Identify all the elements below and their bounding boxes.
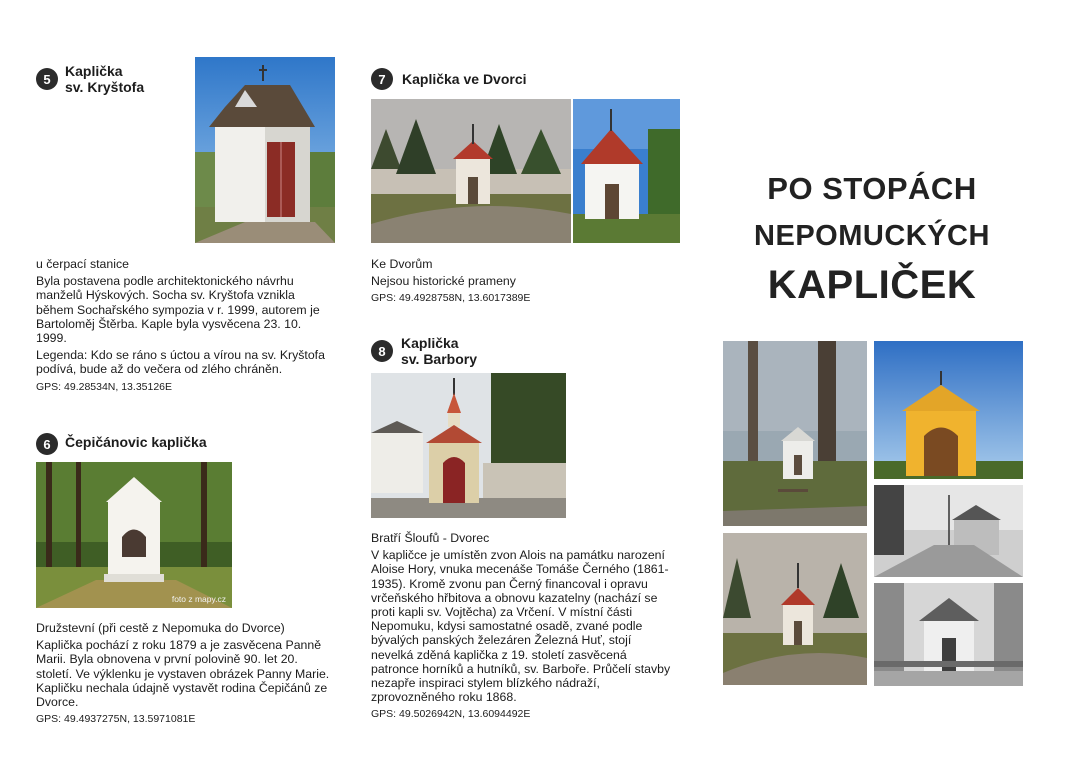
chapel-6-photo-credit: foto z mapy.cz xyxy=(171,594,226,604)
chapel-6-gps: GPS: 49.4937275N, 13.5971081E xyxy=(36,713,196,726)
chapel-6-description: Kaplička pochází z roku 1879 a je zasvěcena Panně Marii. Byla obnovena v první polovině 90. let 20. století. Ve výklenku je vystaven obrázek Panny Marie. Kapličku nechala údajně vystavět rodina Čepičánů ze Dvorce. xyxy=(36,638,330,710)
chapel-5-number-badge: 5 xyxy=(36,68,58,90)
chapel-5-legend: Legenda: Kdo se ráno s úctou a vírou na sv. Kryštofa podívá, bude až do večera od zlého chráněn. xyxy=(36,348,325,377)
chapel-5-description: Byla postavena podle architektonického návrhu manželů Hýskových. Socha sv. Kryštofa vznikla během Sochařského sympozia v r. 1999, autorem je Bartoloměj Štěrba. Kaple byla vysvěcena 23. 10. 1999. xyxy=(36,274,320,346)
chapel-6-location: Družstevní (při cestě z Nepomuka do Dvorce) xyxy=(36,621,285,635)
title-line-2: NEPOMUCKÝCH xyxy=(754,220,990,252)
chapel-7-description: Nejsou historické prameny xyxy=(371,274,516,289)
chapel-6-text xyxy=(36,621,336,729)
collage-painting-chapel-road xyxy=(723,533,867,685)
chapel-5-text xyxy=(36,257,326,397)
title-line-1: PO STOPÁCH xyxy=(767,171,977,206)
chapel-5-heading: Kaplička sv. Kryštofa xyxy=(65,63,145,95)
chapel-7-number-badge: 7 xyxy=(371,68,393,90)
chapel-7-location: Ke Dvorům xyxy=(371,257,433,271)
chapel-7-text xyxy=(371,257,671,308)
chapel-8-text xyxy=(371,531,673,724)
chapel-7-gps: GPS: 49.4928758N, 13.6017389E xyxy=(371,292,531,305)
chapel-8-heading: Kaplička sv. Barbory xyxy=(401,335,477,367)
title-line-3: KAPLIČEK xyxy=(767,263,977,307)
chapel-8-location: Bratří Šloufů - Dvorec xyxy=(371,531,490,545)
chapel-8-number-badge: 8 xyxy=(371,340,393,362)
chapel-7-heading: Kaplička ve Dvorci xyxy=(402,71,527,87)
chapel-8-photo xyxy=(371,373,566,518)
collage-painting-chapel-trees xyxy=(723,341,867,526)
collage-photo-yellow-chapel xyxy=(874,341,1023,479)
collage-photo-historic-chapel xyxy=(874,583,1023,686)
chapel-5-gps: GPS: 49.28534N, 13.35126E xyxy=(36,380,173,393)
chapel-6-heading: Čepičánovic kaplička xyxy=(65,434,207,450)
chapel-7-painting xyxy=(371,99,571,243)
chapel-8-description: V kapličce je umístěn zvon Alois na památku narození Aloise Hory, vnuka mecenáše Tomáše Černého (1861-1935). Kromě zvonu pan Černý financoval i opravu vrčeňského hřbitova a obnovu kazatelny (nachází se proti kapli sv. Vojtěcha) za Vrčení. V místní části Nepomuku, kdysi samostatné osadě, zvané podle bývalých panských železáren Železná Huť, stojí nevelká zděná kaplička z 19. století zasvěcená patronce horníků a hutníků, sv. Barboře. Průčelí stavby nezapře inspiraci stylem blízkého nádraží, zprovozněného roku 1868. xyxy=(371,548,671,705)
chapel-5-location: u čerpací stanice xyxy=(36,257,129,271)
chapel-6-number-badge: 6 xyxy=(36,433,58,455)
chapel-7-photo xyxy=(573,99,680,243)
collage-photo-historic-street xyxy=(874,485,1023,577)
chapel-8-gps: GPS: 49.5026942N, 13.6094492E xyxy=(371,708,531,721)
chapel-5-photo xyxy=(195,57,335,243)
chapel-6-photo xyxy=(36,462,232,608)
